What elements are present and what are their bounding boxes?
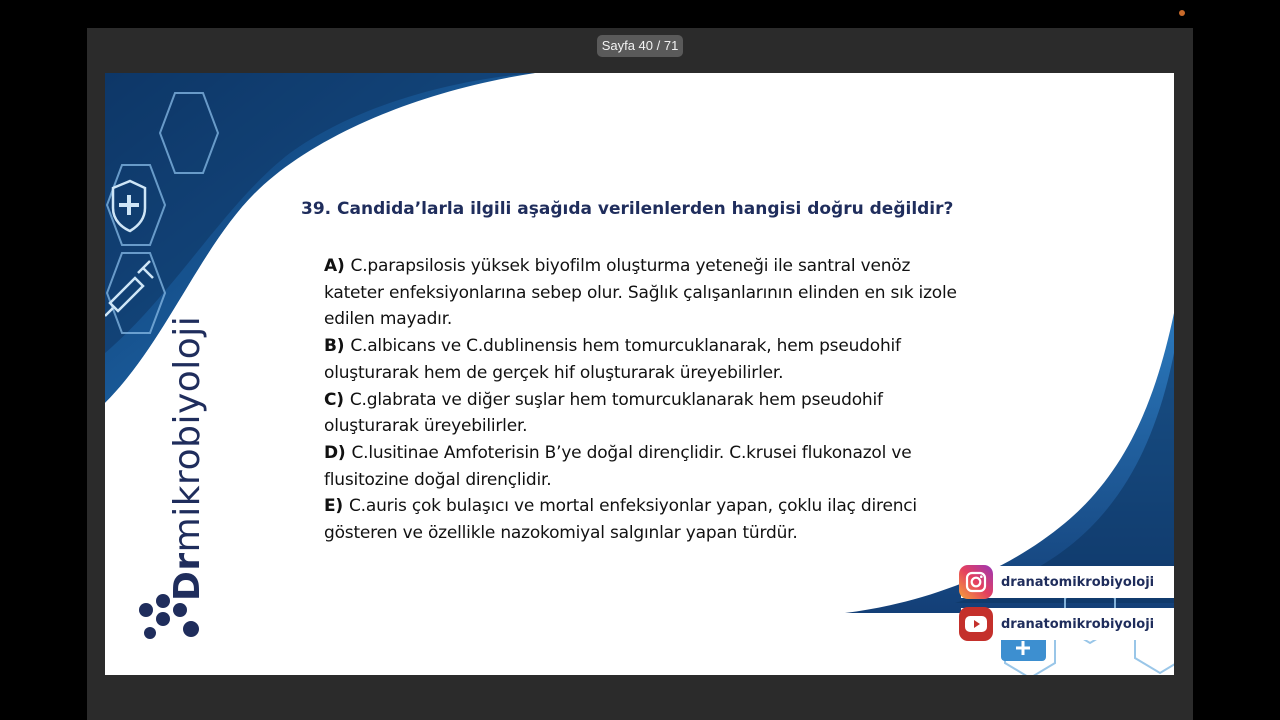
answer-options [324, 253, 974, 547]
option-e: E) C.auris çok bulaşıcı ve mortal enfeksiyonlar yapan, çoklu ilaç direnci gösteren ve özellikle nazokomiyal salgınlar yapan türdür. [324, 496, 917, 544]
option-c: C) C.glabrata ve diğer suşlar hem tomurcuklanarak hem pseudohif oluşturarak üreyebilirler. [324, 389, 883, 437]
social-youtube [961, 608, 1174, 640]
instagram-handle: dranatomikrobiyoloji [1001, 574, 1155, 590]
question-title: 39. Candida’larla ilgili aşağıda verilenlerden hangisi doğru değildir? [301, 199, 954, 219]
youtube-handle: dranatomikrobiyoloji [1001, 616, 1155, 632]
social-instagram [961, 566, 1174, 598]
youtube-icon [959, 607, 993, 641]
slide-page [105, 73, 1174, 675]
option-b: B) C.albicans ve C.dublinensis hem tomurcuklanarak, hem pseudohif oluşturarak hem de gerçek hif oluşturarak üreyebilirler. [324, 336, 901, 383]
page-indicator: Sayfa 40 / 71 [597, 35, 683, 57]
option-a: A) C.parapsilosis yüksek biyofilm oluşturma yeteneği ile santral venöz kateter enfeksiyonlarına sebep olur. Sağlık çalışanlarının elinden en sık izole edilen mayadır. [324, 256, 957, 330]
option-d: D) C.lusitinae Amfoterisin B’ye doğal dirençlidir. C.krusei flukonazol ve flusitozine doğal dirençlidir. [324, 442, 912, 490]
recording-dot-icon [1179, 10, 1185, 16]
brand-wordmark: Drmikrobiyoloji [167, 315, 208, 601]
instagram-icon [959, 565, 993, 599]
